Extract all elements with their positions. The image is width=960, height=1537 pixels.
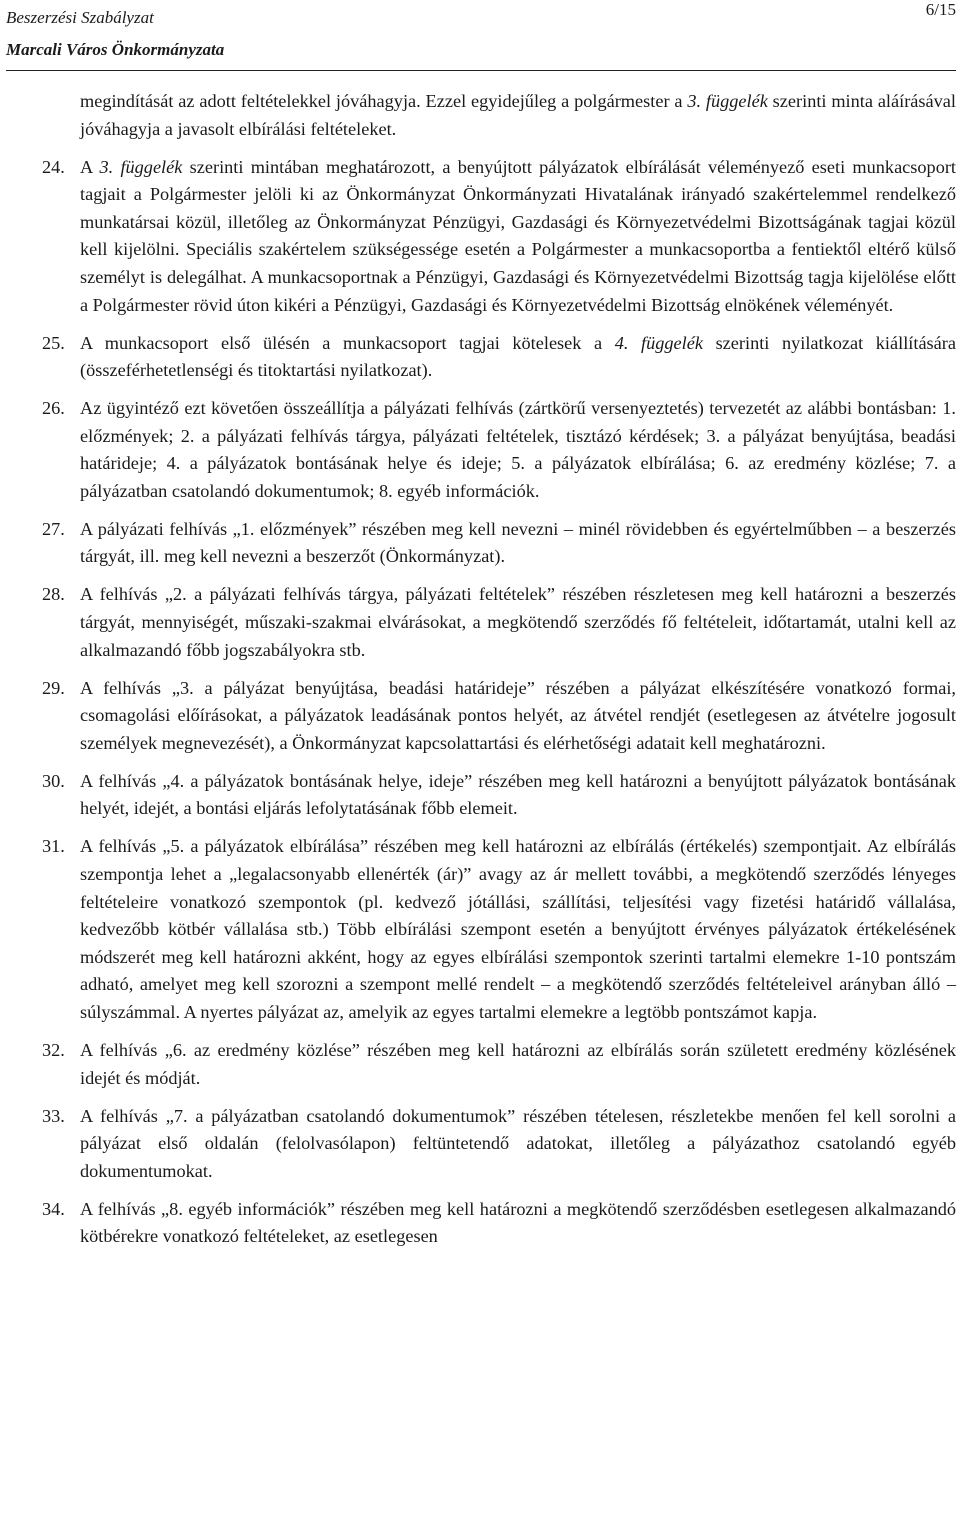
organization-name: Marcali Város Önkormányzata <box>6 40 225 59</box>
paragraph-text <box>80 88 956 143</box>
page-header <box>6 0 956 71</box>
paragraph-text <box>80 581 956 664</box>
paragraph-text <box>80 330 956 385</box>
paragraph-text <box>80 768 956 823</box>
appendix-reference: 3. függelék <box>99 156 183 177</box>
paragraph-text <box>80 675 956 758</box>
text-run: megindítását az adott feltételekkel jóváhagyja. Ezzel egyidejűleg a polgármester a <box>80 91 688 111</box>
appendix-reference: 3. függelék <box>687 91 768 111</box>
document-title: Beszerzési Szabályzat <box>6 8 154 27</box>
text-run: A felhívás „8. egyéb információk” részében meg kell határozni a megkötendő szerződésben esetlegesen alkalmazandó kötbérekre vonatkozó feltételeket, az esetlegesen <box>80 1198 956 1247</box>
document-body <box>42 88 956 1261</box>
paragraph-text <box>80 1037 956 1092</box>
numbered-paragraph <box>42 154 956 320</box>
text-run: A pályázati felhívás „1. előzmények” részében meg kell nevezni – minél rövidebben és egyértelműbben – a beszerzés tárgyát, ill. meg kell nevezni a beszerzőt (Önkormányzat). <box>80 518 956 567</box>
paragraph-number: 24. <box>42 156 65 177</box>
paragraph-number: 25. <box>42 332 65 353</box>
paragraph-number: 27. <box>42 518 65 539</box>
paragraph-text <box>80 154 956 320</box>
numbered-paragraph <box>42 1103 956 1186</box>
numbered-paragraph <box>42 768 956 823</box>
paragraph-number: 30. <box>42 770 65 791</box>
text-run: szerinti mintában meghatározott, a benyújtott pályázatok elbírálását véleményező eseti munkacsoport tagjait a Polgármester jelöli ki az Önkormányzat Önkormányzati Hivatalának irányadó szakértelemmel rendelkező munkatársai közül, illetőleg az Önkormányzat Pénzügyi, Gazdasági és Környezetvédelmi Bizottságának tagjai közül kell kijelölni. Speciális szakértelem szükségessége esetén a Polgármester a munkacsoportba a fentiektől eltérő külső személyt is delegálhat. A munkacsoportnak a Pénzügyi, Gazdasági és Környezetvédelmi Bizottság tagja kijelölése előtt a Polgármester rövid úton kikéri a Pénzügyi, Gazdasági és Környezetvédelmi Bizottság elnökének véleményét. <box>80 156 956 315</box>
text-run: szerinti nyilatkozat kiállítására (összeférhetetlenségi és titoktartási nyilatkozat). <box>80 332 956 381</box>
text-run: A felhívás „4. a pályázatok bontásának helye, ideje” részében meg kell határozni a benyújtott pályázatok bontásának helyét, idejét, a bontási eljárás lefolytatásának főbb elemeit. <box>80 770 956 819</box>
numbered-paragraph <box>42 675 956 758</box>
paragraph-text <box>80 1103 956 1186</box>
text-run: A munkacsoport első ülésén a munkacsoport tagjai kötelesek a <box>80 332 615 353</box>
paragraph-number: 33. <box>42 1105 65 1126</box>
appendix-reference: 4. függelék <box>614 332 703 353</box>
text-run: A <box>80 156 100 177</box>
text-run: A felhívás „5. a pályázatok elbírálása” részében meg kell határozni az elbírálás (értékelés) szempontjait. Az elbírálás szempontja lehet a „legalacsonyabb ellenérték (ár)” avagy az ár mellett további, a megkötendő szerződés lényeges feltételeire vonatkozó szempontok (pl. kedvező jótállási, szállítási, teljesítési vagy fizetési határidő vállalása, kedvezőbb kötbér vállalása stb.) Több elbírálási szempont esetén a benyújtott érvényes pályázatok értékelésének módszerét meg kell határozni akként, hogy az egyes elbírálási szempontok szerinti tartalmi elemekre 1-10 pontszám adható, amelyet meg kell szorozni a szempont mellé rendelt – a megkötendő szerződés feltételeivel arányban álló – súlyszámmal. A nyertes pályázat az, amelyik az egyes tartalmi elemekre a legtöbb pontszámot kapja. <box>80 836 956 1022</box>
text-run: A felhívás „6. az eredmény közlése” részében meg kell határozni az elbírálás során született eredmény közlésének idejét és módját. <box>80 1039 956 1088</box>
numbered-paragraph <box>42 833 956 1026</box>
numbered-paragraph <box>42 330 956 385</box>
paragraph-text <box>80 516 956 571</box>
continued-paragraph <box>42 88 956 143</box>
paragraph-number: 26. <box>42 398 65 419</box>
text-run: A felhívás „7. a pályázatban csatolandó dokumentumok” részében tételesen, részletekbe menően fel kell sorolni a pályázat első oldalán (felolvasólapon) feltüntetendő adatokat, illetőleg a pályázathoz csatolandó egyéb dokumentumokat. <box>80 1105 956 1181</box>
paragraph-text <box>80 1196 956 1251</box>
page-number: 6/15 <box>925 0 956 19</box>
paragraph-text <box>80 395 956 505</box>
paragraph-number: 28. <box>42 584 65 605</box>
paragraph-text <box>80 833 956 1026</box>
text-run: A felhívás „2. a pályázati felhívás tárgya, pályázati feltételek” részében részletesen meg kell határozni a beszerzés tárgyát, mennyiségét, műszaki-szakmai elvárásokat, a megkötendő szerződés fő feltételeit, időtartamát, utalni kell az alkalmazandó főbb jogszabályokra stb. <box>80 584 956 660</box>
numbered-paragraph <box>42 1037 956 1092</box>
paragraph-number: 31. <box>42 836 65 857</box>
numbered-paragraph <box>42 516 956 571</box>
text-run: szerinti minta aláírásával jóváhagyja a javasolt elbírálási feltételeket. <box>80 91 956 139</box>
numbered-paragraph <box>42 395 956 505</box>
text-run: A felhívás „3. a pályázat benyújtása, beadási határideje” részében a pályázat elkészítésére vonatkozó formai, csomagolási előírásokat, a pályázatok leadásának pontos helyét, az átvétel rendjét (esetlegesen az átvételre jogosult személyek megnevezését), a Önkormányzat kapcsolattartási és elérhetőségi adatait kell meghatározni. <box>80 677 956 753</box>
numbered-paragraph <box>42 581 956 664</box>
numbered-paragraph <box>42 1196 956 1251</box>
paragraph-number: 29. <box>42 677 65 698</box>
text-run: Az ügyintéző ezt követően összeállítja a pályázati felhívás (zártkörű versenyeztetés) tervezetét az alábbi bontásban: 1. előzmények; 2. a pályázati felhívás tárgya, pályázati feltételek, tisztázó kérdések; 3. a pályázat benyújtása, beadási határideje; 4. a pályázatok bontásának helye és ideje; 5. a pályázatok elbírálása; 6. az eredmény közlése; 7. a pályázatban csatolandó dokumentumok; 8. egyéb információk. <box>80 398 956 501</box>
paragraph-number: 32. <box>42 1039 65 1060</box>
paragraph-number: 34. <box>42 1198 65 1219</box>
